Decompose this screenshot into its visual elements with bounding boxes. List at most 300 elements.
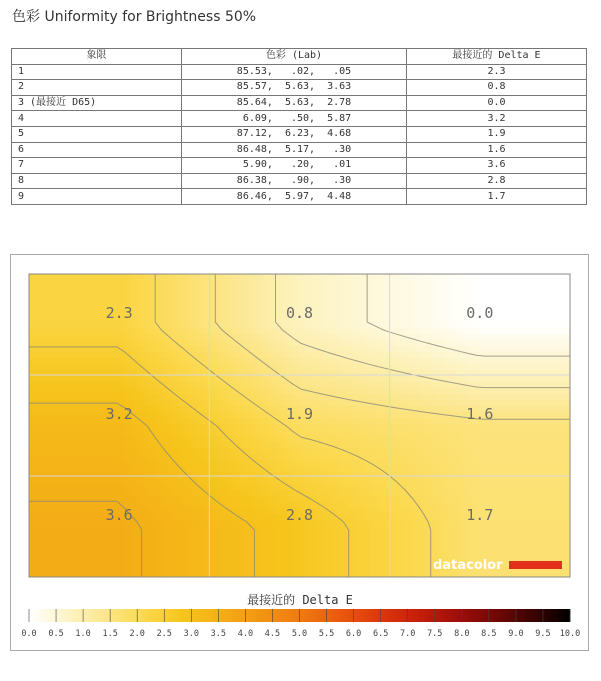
heat-cell xyxy=(557,274,564,281)
heat-cell xyxy=(533,436,540,443)
heat-cell xyxy=(305,280,312,287)
heat-cell xyxy=(305,376,312,383)
heat-cell xyxy=(353,514,360,521)
heat-cell xyxy=(185,466,192,473)
heat-cell xyxy=(353,292,360,299)
heat-cell xyxy=(221,466,228,473)
heat-cell xyxy=(65,322,72,329)
heat-cell xyxy=(203,544,210,551)
heat-cell xyxy=(197,496,204,503)
heat-cell xyxy=(539,316,546,323)
heat-cell xyxy=(89,532,96,539)
heat-cell xyxy=(221,472,228,479)
heat-cell xyxy=(95,472,102,479)
heat-cell xyxy=(365,508,372,515)
heat-cell xyxy=(377,370,384,377)
heat-cell xyxy=(371,358,378,365)
heat-cell xyxy=(149,310,156,317)
heat-cell xyxy=(263,424,270,431)
heat-cell xyxy=(221,442,228,449)
heat-cell xyxy=(269,490,276,497)
heat-cell xyxy=(245,454,252,461)
heat-cell xyxy=(83,304,90,311)
heat-cell xyxy=(77,418,84,425)
heat-cell xyxy=(83,454,90,461)
heat-cell xyxy=(431,472,438,479)
heat-cell xyxy=(173,406,180,413)
heat-cell xyxy=(371,292,378,299)
heat-cell xyxy=(221,406,228,413)
heat-cell xyxy=(371,316,378,323)
heat-cell xyxy=(185,340,192,347)
heat-cell xyxy=(413,436,420,443)
heat-cell xyxy=(497,310,504,317)
heat-cell xyxy=(539,460,546,467)
colorbar-swatch xyxy=(289,609,293,622)
heat-cell xyxy=(311,466,318,473)
heat-cell xyxy=(491,292,498,299)
heat-cell xyxy=(467,340,474,347)
heat-cell xyxy=(563,334,570,341)
heat-cell xyxy=(215,490,222,497)
heat-cell xyxy=(395,364,402,371)
heat-cell xyxy=(353,298,360,305)
colorbar-swatch xyxy=(326,609,330,622)
heat-cell xyxy=(323,436,330,443)
heat-cell xyxy=(413,472,420,479)
heat-cell xyxy=(365,280,372,287)
heat-cell xyxy=(527,478,534,485)
heat-cell xyxy=(203,352,210,359)
heat-cell xyxy=(515,310,522,317)
heat-cell xyxy=(131,490,138,497)
heat-cell xyxy=(323,388,330,395)
heat-cell xyxy=(221,460,228,467)
heat-cell xyxy=(209,502,216,509)
heat-cell xyxy=(455,496,462,503)
heat-cell xyxy=(53,460,60,467)
heat-cell xyxy=(233,424,240,431)
heat-cell xyxy=(95,538,102,545)
heat-cell xyxy=(329,328,336,335)
heat-cell xyxy=(455,448,462,455)
heat-cell xyxy=(107,544,114,551)
heat-cell xyxy=(437,334,444,341)
heat-cell xyxy=(323,538,330,545)
heat-cell xyxy=(89,568,96,575)
heat-cell xyxy=(299,286,306,293)
heat-cell xyxy=(137,352,144,359)
heat-cell xyxy=(227,478,234,485)
heat-cell xyxy=(71,466,78,473)
heat-cell xyxy=(155,448,162,455)
heat-cell xyxy=(281,292,288,299)
heat-cell xyxy=(395,388,402,395)
heat-cell xyxy=(83,490,90,497)
heat-cell xyxy=(479,490,486,497)
heat-cell xyxy=(71,538,78,545)
heat-cell xyxy=(557,376,564,383)
heat-cell xyxy=(449,514,456,521)
heat-cell xyxy=(263,388,270,395)
heat-cell xyxy=(317,556,324,563)
heat-cell xyxy=(191,436,198,443)
heat-cell xyxy=(161,352,168,359)
heat-cell xyxy=(443,508,450,515)
colorbar-swatch xyxy=(310,609,314,622)
heat-cell xyxy=(239,538,246,545)
heat-cell xyxy=(533,544,540,551)
lab-cell: 85.64, 5.63, 2.78 xyxy=(182,95,407,111)
heat-cell xyxy=(359,520,366,527)
heat-cell xyxy=(227,430,234,437)
heat-cell xyxy=(461,466,468,473)
heat-cell xyxy=(239,496,246,503)
heat-cell xyxy=(65,340,72,347)
heat-cell xyxy=(143,376,150,383)
heat-cell xyxy=(383,556,390,563)
heat-cell xyxy=(539,286,546,293)
heat-cell xyxy=(239,322,246,329)
heat-cell xyxy=(35,562,42,569)
heat-cell xyxy=(77,370,84,377)
heat-cell xyxy=(533,538,540,545)
heat-cell xyxy=(245,376,252,383)
heat-cell xyxy=(563,478,570,485)
heat-cell xyxy=(293,496,300,503)
heat-cell xyxy=(143,502,150,509)
heat-cell xyxy=(341,358,348,365)
heat-cell xyxy=(221,484,228,491)
heat-cell xyxy=(227,322,234,329)
heat-cell xyxy=(281,364,288,371)
heat-cell xyxy=(305,550,312,557)
heat-cell xyxy=(305,442,312,449)
heat-cell xyxy=(557,550,564,557)
heat-cell xyxy=(359,514,366,521)
heat-cell xyxy=(383,322,390,329)
quadrant-cell: 1 xyxy=(12,64,182,80)
heat-cell xyxy=(443,532,450,539)
heat-cell xyxy=(467,442,474,449)
heat-cell xyxy=(473,334,480,341)
heat-cell xyxy=(521,538,528,545)
heat-cell xyxy=(89,538,96,545)
heat-cell xyxy=(275,448,282,455)
heat-cell xyxy=(545,448,552,455)
heat-cell xyxy=(299,394,306,401)
heat-cell xyxy=(377,460,384,467)
colorbar-swatch xyxy=(129,609,133,622)
heat-cell xyxy=(185,280,192,287)
heat-cell xyxy=(563,340,570,347)
heat-cell xyxy=(299,562,306,569)
heat-cell xyxy=(563,484,570,491)
heat-cell xyxy=(437,484,444,491)
heat-cell xyxy=(383,448,390,455)
heat-cell xyxy=(419,304,426,311)
heat-cell xyxy=(101,484,108,491)
heat-cell xyxy=(263,562,270,569)
heat-cell xyxy=(311,328,318,335)
heat-cell xyxy=(413,556,420,563)
heat-cell xyxy=(131,568,138,575)
heat-cell xyxy=(137,400,144,407)
colorbar-swatch xyxy=(121,609,125,622)
heat-cell xyxy=(431,460,438,467)
heat-cell xyxy=(41,526,48,533)
heat-cell xyxy=(269,496,276,503)
heat-cell xyxy=(323,490,330,497)
heat-cell xyxy=(413,442,420,449)
heat-cell xyxy=(455,502,462,509)
heat-cell xyxy=(491,538,498,545)
heat-cell xyxy=(539,376,546,383)
heat-cell xyxy=(185,418,192,425)
heat-cell xyxy=(77,568,84,575)
heat-cell xyxy=(209,316,216,323)
heat-cell xyxy=(41,490,48,497)
heat-cell xyxy=(407,448,414,455)
heat-cell xyxy=(521,484,528,491)
heat-cell xyxy=(335,424,342,431)
heat-cell xyxy=(149,550,156,557)
colorbar-swatch xyxy=(61,609,65,622)
heat-cell xyxy=(545,370,552,377)
heat-cell xyxy=(359,394,366,401)
heat-cell xyxy=(83,562,90,569)
heat-cell xyxy=(53,430,60,437)
heat-cell xyxy=(413,568,420,575)
heat-cell xyxy=(437,364,444,371)
heat-cell xyxy=(353,484,360,491)
heat-cell xyxy=(197,514,204,521)
heat-cell xyxy=(35,514,42,521)
heat-cell xyxy=(173,382,180,389)
heat-cell xyxy=(149,508,156,515)
heat-cell xyxy=(179,280,186,287)
heat-cell xyxy=(395,340,402,347)
heat-cell xyxy=(371,418,378,425)
heat-cell xyxy=(293,322,300,329)
heat-cell xyxy=(71,472,78,479)
heat-cell xyxy=(479,460,486,467)
heat-cell xyxy=(491,466,498,473)
colorbar-swatch xyxy=(29,609,33,622)
heat-cell xyxy=(521,472,528,479)
heat-cell xyxy=(227,448,234,455)
heat-cell xyxy=(323,544,330,551)
heat-cell xyxy=(491,322,498,329)
heat-cell xyxy=(413,550,420,557)
heat-cell xyxy=(449,352,456,359)
heat-cell xyxy=(185,436,192,443)
heat-cell xyxy=(257,550,264,557)
heat-cell xyxy=(29,394,36,401)
heat-cell xyxy=(413,526,420,533)
heat-cell xyxy=(353,430,360,437)
heat-cell xyxy=(167,412,174,419)
heat-cell xyxy=(167,352,174,359)
heat-cell xyxy=(239,436,246,443)
heat-cell xyxy=(251,430,258,437)
heat-cell xyxy=(143,394,150,401)
heat-cell xyxy=(119,562,126,569)
heat-cell xyxy=(131,424,138,431)
heat-cell xyxy=(353,478,360,485)
heat-cell xyxy=(53,568,60,575)
colorbar-swatch xyxy=(482,609,486,622)
heat-cell xyxy=(545,340,552,347)
heat-cell xyxy=(197,478,204,485)
heat-cell xyxy=(551,508,558,515)
heat-cell xyxy=(209,544,216,551)
heat-cell xyxy=(305,538,312,545)
colorbar-tick-label: 3.5 xyxy=(210,629,227,639)
heat-cell xyxy=(263,274,270,281)
heat-cell xyxy=(179,298,186,305)
heat-cell xyxy=(77,484,84,491)
heat-cell xyxy=(299,370,306,377)
heat-cell xyxy=(107,430,114,437)
heat-cell xyxy=(197,556,204,563)
heat-cell xyxy=(227,562,234,569)
heat-cell xyxy=(473,430,480,437)
heat-cell xyxy=(305,532,312,539)
heat-cell xyxy=(101,430,108,437)
heat-cell xyxy=(557,328,564,335)
heat-cell xyxy=(185,388,192,395)
heat-cell xyxy=(557,346,564,353)
heat-cell xyxy=(503,322,510,329)
heat-cell xyxy=(395,274,402,281)
heat-cell xyxy=(53,454,60,461)
heat-cell xyxy=(257,466,264,473)
heat-cell xyxy=(29,352,36,359)
heat-cell xyxy=(443,430,450,437)
heat-cell xyxy=(557,286,564,293)
heat-cell xyxy=(365,472,372,479)
heat-cell xyxy=(275,550,282,557)
heat-cell xyxy=(311,478,318,485)
heat-cell xyxy=(539,280,546,287)
heat-cell xyxy=(257,334,264,341)
heat-cell xyxy=(437,280,444,287)
heat-cell xyxy=(383,484,390,491)
heat-cell xyxy=(161,490,168,497)
heat-cell xyxy=(29,370,36,377)
heat-cell xyxy=(209,556,216,563)
heat-cell xyxy=(251,364,258,371)
heat-cell xyxy=(539,508,546,515)
heat-cell xyxy=(89,448,96,455)
heat-cell xyxy=(185,304,192,311)
heat-cell xyxy=(131,544,138,551)
heat-cell xyxy=(191,328,198,335)
heat-cell xyxy=(341,388,348,395)
heat-cell xyxy=(503,430,510,437)
colorbar-swatch xyxy=(105,609,109,622)
heat-cell xyxy=(491,376,498,383)
heat-cell xyxy=(83,340,90,347)
heat-cell xyxy=(185,532,192,539)
heat-cell xyxy=(371,502,378,509)
heat-cell xyxy=(125,466,132,473)
heat-cell xyxy=(485,496,492,503)
heat-cell xyxy=(263,292,270,299)
heat-cell xyxy=(443,514,450,521)
heat-cell xyxy=(461,388,468,395)
heat-cell xyxy=(407,454,414,461)
heat-cell xyxy=(467,376,474,383)
heat-cell xyxy=(83,538,90,545)
heat-cell xyxy=(65,538,72,545)
heat-cell xyxy=(437,496,444,503)
heat-cell xyxy=(41,430,48,437)
heat-cell xyxy=(407,430,414,437)
heat-cell xyxy=(197,298,204,305)
heat-cell xyxy=(497,490,504,497)
heat-cell xyxy=(143,526,150,533)
heat-cell xyxy=(77,352,84,359)
heat-cell xyxy=(149,358,156,365)
heat-cell xyxy=(365,556,372,563)
heat-cell xyxy=(359,484,366,491)
heat-cell xyxy=(281,490,288,497)
heat-cell xyxy=(89,514,96,521)
heat-cell xyxy=(29,280,36,287)
heat-cell xyxy=(455,358,462,365)
heat-cell xyxy=(257,502,264,509)
heat-cell xyxy=(293,550,300,557)
heat-cell xyxy=(83,532,90,539)
heat-cell xyxy=(437,442,444,449)
heat-cell xyxy=(317,286,324,293)
heat-cell xyxy=(113,472,120,479)
heat-cell xyxy=(515,322,522,329)
heat-cell xyxy=(299,478,306,485)
heat-cell xyxy=(431,292,438,299)
heat-cell xyxy=(65,526,72,533)
heat-cell xyxy=(233,466,240,473)
heat-cell xyxy=(443,490,450,497)
heat-cell xyxy=(269,550,276,557)
heat-cell xyxy=(347,442,354,449)
heat-cell xyxy=(245,406,252,413)
heat-cell xyxy=(101,340,108,347)
heat-cell xyxy=(299,484,306,491)
heat-cell xyxy=(341,418,348,425)
heat-cell xyxy=(35,556,42,563)
colorbar-swatch xyxy=(157,609,161,622)
heat-cell xyxy=(149,400,156,407)
heat-cell xyxy=(533,514,540,521)
heat-cell xyxy=(485,322,492,329)
header-delta-e: 最接近的 Delta E xyxy=(407,49,587,65)
heat-cell xyxy=(509,388,516,395)
heat-cell xyxy=(197,286,204,293)
heat-cell xyxy=(203,520,210,527)
heat-cell xyxy=(533,520,540,527)
heat-cell xyxy=(215,442,222,449)
heat-cell xyxy=(485,478,492,485)
heat-cell xyxy=(521,412,528,419)
heat-cell xyxy=(479,544,486,551)
heat-cell xyxy=(329,460,336,467)
heat-cell xyxy=(353,532,360,539)
heat-cell xyxy=(275,358,282,365)
heat-cell xyxy=(443,550,450,557)
